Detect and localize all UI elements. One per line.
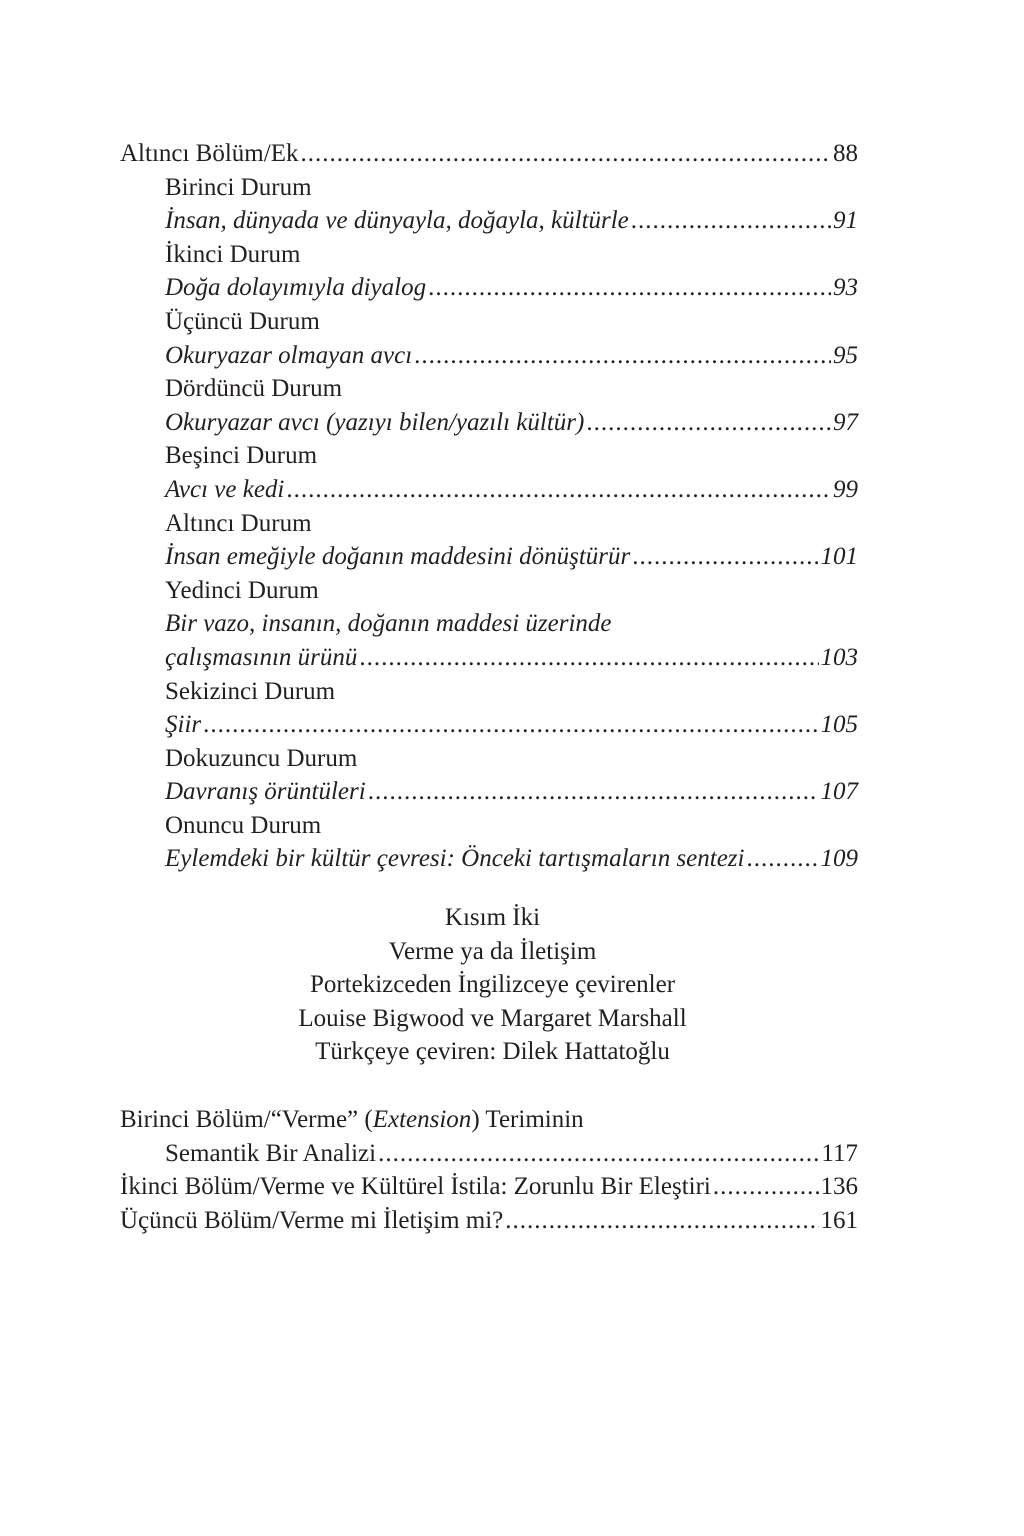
toc-heading [120,809,858,843]
leader-dots [378,1137,819,1171]
toc-page-number: 105 [820,711,858,739]
toc-entry [120,540,858,574]
toc-entry [120,204,858,238]
leader-dots [746,842,818,876]
title-text: Birinci Bölüm/“Verme” ( [120,1106,373,1133]
toc-title: Şiir [165,711,202,739]
leader-dots [286,473,831,507]
translator-credit: Portekizceden İngilizceye çevirenler [309,971,676,999]
case-heading: Birinci Durum [165,173,312,201]
toc-heading [120,439,858,473]
toc-heading [120,372,858,406]
toc-title: Davranış örüntüleri [165,778,366,806]
toc-heading [120,574,858,608]
toc-heading [120,238,858,272]
part-title: Kısım İki [444,904,541,931]
toc-entry-line [120,1103,858,1137]
toc-entry [120,1204,858,1238]
toc-entry [120,775,858,809]
leader-dots [359,641,818,675]
toc-title: Semantik Bir Analizi [165,1139,377,1167]
toc-page-number: 161 [820,1206,858,1234]
translator-names: Louise Bigwood ve Margaret Marshall [298,1004,687,1032]
case-heading: Altıncı Durum [165,509,312,537]
toc-entry-line [120,607,858,641]
toc-entry-chapter-six [120,137,858,171]
toc-entry [120,271,858,305]
case-heading: Onuncu Durum [165,811,322,839]
title-italic-term: Extension [372,1106,472,1133]
toc-heading [120,305,858,339]
part-subtitle: Verme ya da İletişim [388,937,597,965]
toc-page-number: 95 [833,341,858,369]
leader-dots [586,406,831,440]
case-heading: Yedinci Durum [165,576,319,604]
case-heading: Dokuzuncu Durum [165,744,358,772]
leader-dots [414,339,831,373]
toc-page-number: 91 [833,207,858,235]
toc-title: Okuryazar olmayan avcı [165,341,413,369]
toc-entry [120,473,858,507]
toc-title: İnsan emeğiyle doğanın maddesini dönüştürür [165,543,631,571]
toc-heading [120,675,858,709]
toc-page-number: 103 [820,643,858,671]
toc-heading [120,742,858,776]
toc-title: Eylemdeki bir kültür çevresi: Önceki tartışmaların sentezi [165,845,745,873]
turkish-translator: Türkçeye çeviren: Dilek Hattatoğlu [315,1038,670,1066]
toc-page-number: 88 [833,140,858,167]
table-of-contents [120,137,858,876]
toc-page-number: 93 [833,274,858,302]
toc-title: Altıncı Bölüm/Ek [120,140,299,167]
leader-dots [368,775,819,809]
toc-title: Okuryazar avcı (yazıyı bilen/yazılı kültür) [165,408,585,436]
leader-dots [505,1204,818,1238]
leader-dots [631,204,831,238]
toc-entry [120,708,858,742]
toc-page-number: 97 [833,408,858,436]
leader-dots [203,708,818,742]
leader-dots [713,1170,819,1204]
toc-title: Avcı ve kedi [165,475,285,503]
toc-entry [120,641,858,675]
case-heading: Dördüncü Durum [165,375,343,403]
toc-page-number: 117 [821,1139,858,1167]
case-heading: Sekizinci Durum [165,677,336,705]
toc-page-number: 136 [820,1173,858,1201]
toc-title: Doğa dolayımıyla diyalog [165,274,427,302]
toc-title-line: Bir vazo, insanın, doğanın maddesi üzerinde [165,610,612,638]
toc-heading [120,171,858,205]
title-text: ) Teriminin [471,1106,584,1133]
toc-title: çalışmasının ürünü [165,643,358,671]
toc-entry [120,339,858,373]
toc-title-line [120,1103,584,1137]
toc-title: Üçüncü Bölüm/Verme mi İletişim mi? [120,1206,504,1234]
toc-page-number: 99 [833,475,858,503]
toc-entry [120,1137,858,1171]
leader-dots [428,271,831,305]
toc-title: İnsan, dünyada ve dünyayla, doğayla, kültürle [165,207,629,235]
toc-page-number: 101 [820,543,858,571]
part-two-title-block [120,901,865,1069]
leader-dots [632,540,818,574]
case-heading: Beşinci Durum [165,442,318,470]
table-of-contents-part-two [120,1103,858,1237]
leader-dots [300,137,831,171]
toc-page-number: 107 [820,778,858,806]
toc-title: İkinci Bölüm/Verme ve Kültürel İstila: Zorunlu Bir Eleştiri [120,1173,711,1201]
toc-entry [120,1170,858,1204]
case-heading: İkinci Durum [165,240,301,268]
toc-page-number: 109 [820,845,858,873]
toc-heading [120,507,858,541]
toc-entry [120,406,858,440]
case-heading: Üçüncü Durum [165,307,320,335]
toc-entry [120,842,858,876]
